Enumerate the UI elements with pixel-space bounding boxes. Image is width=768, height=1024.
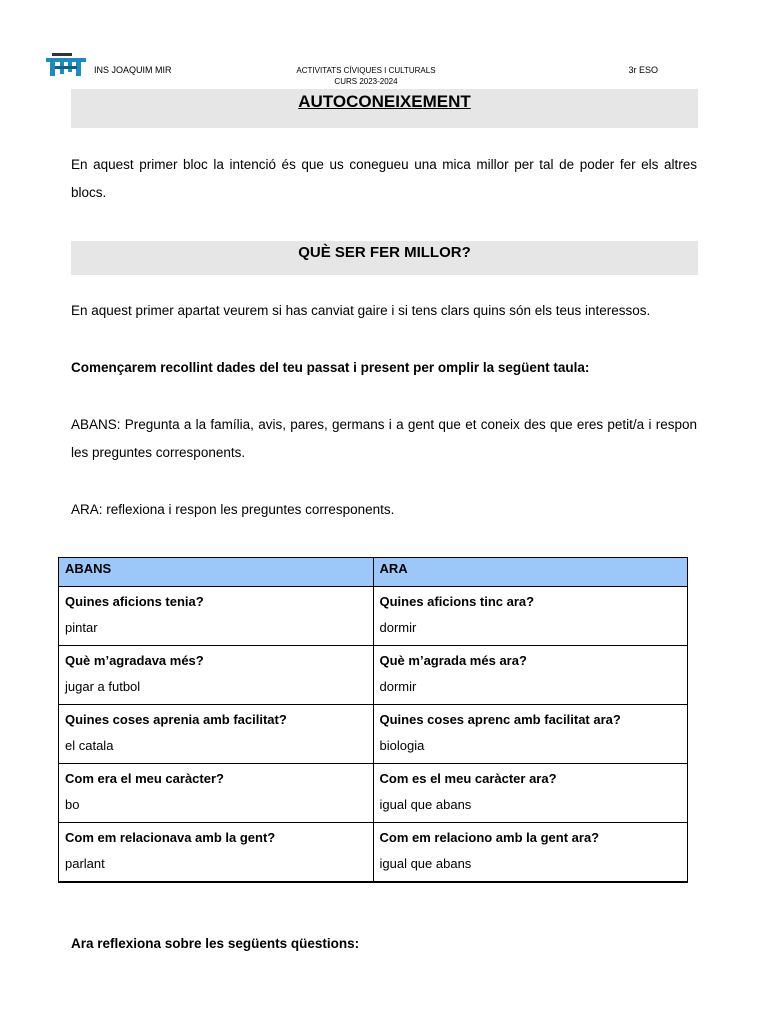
answer-before[interactable]: bo bbox=[65, 797, 80, 812]
header-ara: ARA bbox=[373, 558, 688, 587]
answer-now[interactable]: dormir bbox=[379, 620, 417, 635]
subject-name: ACTIVITATS CÍVIQUES I CULTURALS bbox=[296, 66, 436, 75]
question-before: Quines coses aprenia amb facilitat? bbox=[65, 712, 287, 727]
header-center bbox=[276, 65, 456, 87]
abans-text: ABANS: Pregunta a la família, avis, pares, germans i a gent que et coneix des que eres petit/a i respon les preguntes corresponents. bbox=[71, 417, 697, 460]
comparison-table bbox=[58, 557, 688, 883]
instruction-text: Començarem recollint dades del teu passat i present per omplir la següent taula: bbox=[71, 360, 590, 375]
question-now: Quines aficions tinc ara? bbox=[379, 594, 535, 609]
table-header-row bbox=[59, 558, 688, 587]
answer-now[interactable]: biologia bbox=[379, 738, 425, 753]
section-title: QUÈ SER FER MILLOR? bbox=[71, 241, 698, 275]
question-now: Com em relaciono amb la gent ara? bbox=[379, 830, 600, 845]
table-cell bbox=[373, 705, 688, 764]
answer-now[interactable]: igual que abans bbox=[379, 856, 472, 871]
question-before: Què m’agradava més? bbox=[65, 653, 204, 668]
page-header bbox=[46, 50, 722, 90]
table-cell bbox=[59, 823, 374, 883]
header-abans: ABANS bbox=[59, 558, 374, 587]
question-now: Com es el meu caràcter ara? bbox=[379, 771, 557, 786]
table-row bbox=[59, 764, 688, 823]
answer-now[interactable]: igual que abans bbox=[379, 797, 472, 812]
table-cell bbox=[373, 646, 688, 705]
question-before: Quines aficions tenia? bbox=[65, 594, 204, 609]
answer-before[interactable]: jugar a futbol bbox=[65, 679, 141, 694]
table-cell bbox=[59, 587, 374, 646]
school-name: INS JOAQUIM MIR bbox=[94, 65, 172, 75]
table-cell bbox=[59, 705, 374, 764]
answer-before[interactable]: el catala bbox=[65, 738, 114, 753]
table-row bbox=[59, 705, 688, 764]
question-now: Què m’agrada més ara? bbox=[379, 653, 527, 668]
intro-paragraph: En aquest primer bloc la intenció és que us conegueu una mica millor per tal de poder fer els altres blocs. bbox=[71, 157, 697, 200]
question-now: Quines coses aprenc amb facilitat ara? bbox=[379, 712, 621, 727]
reflect-heading: Ara reflexiona sobre les següents qüestions: bbox=[71, 936, 360, 951]
table-cell bbox=[373, 823, 688, 883]
grade-level: 3r ESO bbox=[628, 65, 658, 75]
answer-now[interactable]: dormir bbox=[379, 679, 417, 694]
school-logo bbox=[46, 52, 86, 78]
question-before: Com era el meu caràcter? bbox=[65, 771, 224, 786]
section-intro: En aquest primer apartat veurem si has canviat gaire i si tens clars quins són els teus interessos. bbox=[71, 303, 651, 318]
table-cell bbox=[373, 764, 688, 823]
question-before: Com em relacionava amb la gent? bbox=[65, 830, 276, 845]
table-cell bbox=[373, 587, 688, 646]
page-title: AUTOCONEIXEMENT bbox=[71, 89, 698, 128]
ara-text: ARA: reflexiona i respon les preguntes corresponents. bbox=[71, 502, 395, 517]
table-cell bbox=[59, 646, 374, 705]
answer-before[interactable]: pintar bbox=[65, 620, 98, 635]
course-year: CURS 2023-2024 bbox=[334, 77, 398, 86]
table-row bbox=[59, 646, 688, 705]
answer-before[interactable]: parlant bbox=[65, 856, 105, 871]
table-row bbox=[59, 823, 688, 883]
table-row bbox=[59, 587, 688, 646]
table-cell bbox=[59, 764, 374, 823]
